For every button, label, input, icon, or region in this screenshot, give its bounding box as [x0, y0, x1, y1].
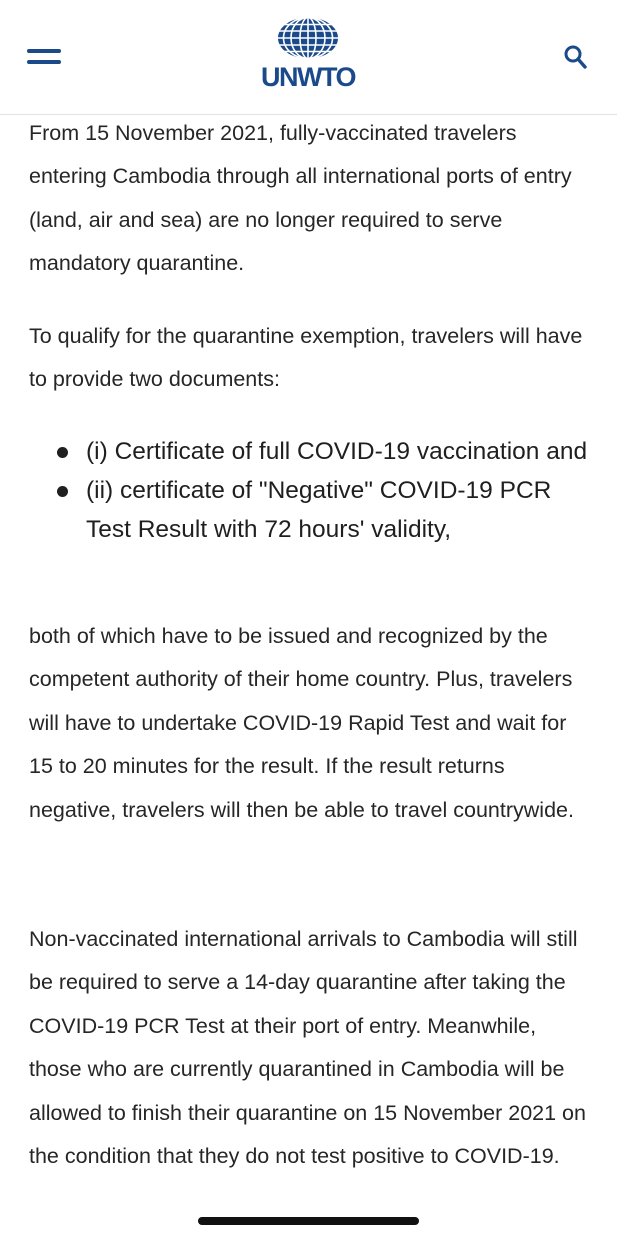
logo-text: UNWTO: [261, 62, 355, 92]
bullet-icon: [57, 486, 68, 497]
globe-logo-icon: [277, 16, 339, 60]
paragraph-non-vaccinated: Non-vaccinated international arrivals to Cambodia will still be required to serve a 14-day quarantine after taking the COVID-19 PCR Test at their port of entry. Meanwhile, those who are currently quarantined in Cambodia will be allowed to finish their quarantine on 15 November 2021 on the condition that they do not test positive to COVID-19.: [29, 927, 586, 1169]
site-header: [0, 0, 617, 115]
search-icon[interactable]: [561, 43, 591, 73]
list-item-text: (i) Certificate of full COVID-19 vaccination and: [86, 438, 588, 465]
bullet-icon: [57, 447, 68, 458]
paragraph-vaccinated-entry: From 15 November 2021, fully-vaccinated travelers entering Cambodia through all international ports of entry (land, air and sea) are no longer required to serve mandatory quarantine.: [29, 121, 572, 276]
list-item-text: (ii) certificate of "Negative" COVID-19 PCR Test Result with 72 hours' validity,: [86, 477, 552, 543]
paragraph-exemption-requirements: To qualify for the quarantine exemption, travelers will have to provide two documents:: [29, 324, 583, 392]
hamburger-menu-icon[interactable]: [27, 49, 63, 69]
list-item: [29, 471, 589, 549]
home-indicator[interactable]: [198, 1217, 419, 1225]
list-item: [29, 432, 589, 471]
unwto-logo[interactable]: [248, 16, 368, 100]
required-documents-list: [29, 432, 589, 549]
paragraph-rapid-test: both of which have to be issued and recognized by the competent authority of their home country. Plus, travelers will have to undertake COVID-19 Rapid Test and wait for 15 to 20 minutes for the result. If the result returns negative, travelers will then be able to travel countrywide.: [29, 624, 574, 822]
